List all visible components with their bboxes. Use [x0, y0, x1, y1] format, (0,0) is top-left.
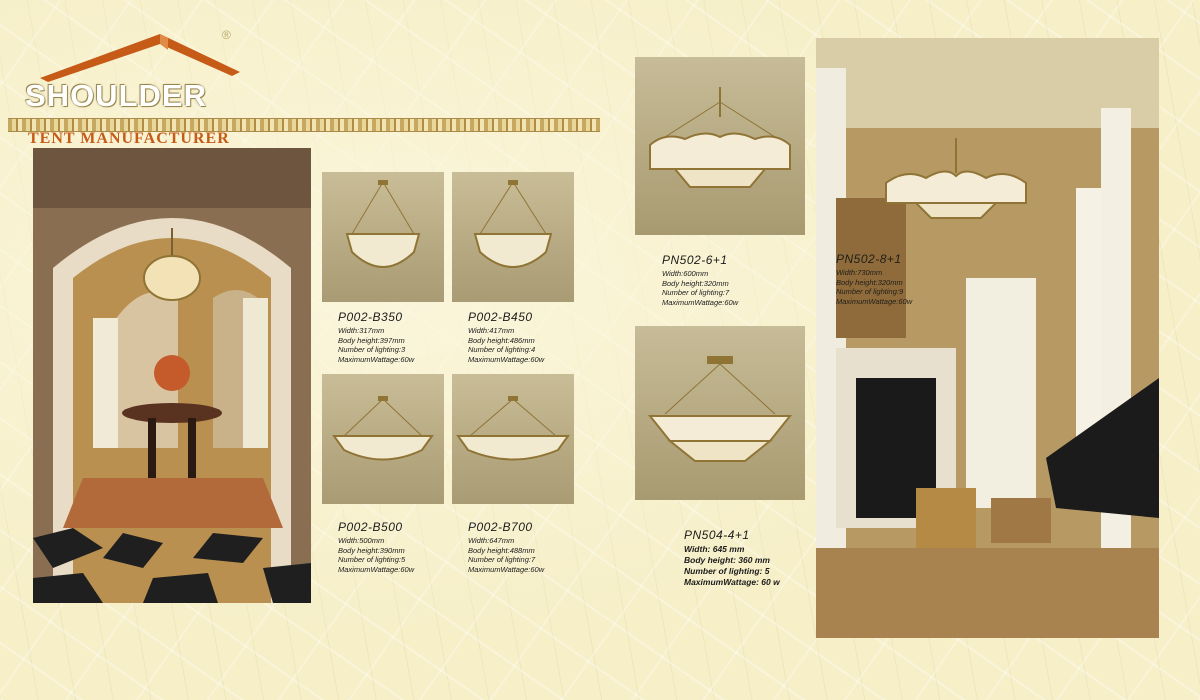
product-image-pn504-4-1 [635, 326, 805, 500]
product-max-wattage: MaximumWattage:60w [468, 354, 545, 364]
product-caption-p002-b500 [338, 520, 414, 574]
registered-mark: ® [222, 28, 231, 42]
product-width: Width: 645 mm [684, 544, 745, 554]
product-image-p002-b500 [322, 374, 444, 504]
product-lighting-count: Number of lighting:7 [468, 555, 536, 564]
product-lighting-count: Number of lighting:4 [468, 345, 536, 354]
product-max-wattage: MaximumWattage:60w [662, 297, 739, 307]
product-width: Width:647mm [468, 536, 515, 545]
product-lighting-count: Number of lighting:5 [338, 555, 406, 564]
product-body-height: Body height: 360 mm [684, 555, 770, 565]
product-caption-pn502-6-1 [662, 253, 738, 307]
product-body-height: Body height:320mm [662, 278, 729, 288]
product-caption-pn502-8-1 [836, 252, 912, 306]
product-image-p002-b700 [452, 374, 574, 504]
product-width: Width:500mm [338, 536, 385, 545]
product-code: PN504-4+1 [684, 528, 750, 542]
product-image-p002-b350 [322, 172, 444, 302]
product-code: PN502-8+1 [836, 252, 902, 266]
product-max-wattage: MaximumWattage:60w [468, 564, 545, 574]
product-caption-pn504-4-1 [684, 528, 780, 588]
product-code: P002-B500 [338, 520, 403, 534]
product-body-height: Body height:397mm [338, 335, 405, 345]
brand-name: SHOULDER [25, 78, 207, 113]
product-body-height: Body height:390mm [338, 545, 405, 555]
product-lighting-count: Number of lighting: 5 [684, 566, 770, 576]
product-body-height: Body height:486mm [468, 335, 535, 345]
product-image-p002-b450 [452, 172, 574, 302]
living-room-photo [816, 38, 1159, 638]
product-max-wattage: MaximumWattage:60w [338, 354, 415, 364]
product-lighting-count: Number of lighting:9 [836, 287, 904, 296]
roof-logo-icon [40, 32, 240, 82]
product-image-pn502-6-1 [635, 57, 805, 235]
product-lighting-count: Number of lighting:7 [662, 288, 730, 297]
product-max-wattage: MaximumWattage:60w [836, 296, 913, 306]
product-caption-p002-b350 [338, 310, 414, 364]
product-width: Width:600mm [662, 269, 709, 278]
product-max-wattage: MaximumWattage: 60 w [684, 577, 780, 587]
product-code: P002-B350 [338, 310, 403, 324]
product-body-height: Body height:488mm [468, 545, 535, 555]
hallway-photo [33, 148, 311, 603]
product-caption-p002-b700 [468, 520, 544, 574]
product-code: P002-B700 [468, 520, 533, 534]
product-code: P002-B450 [468, 310, 533, 324]
product-max-wattage: MaximumWattage:60w [338, 564, 415, 574]
product-body-height: Body height:320mm [836, 277, 903, 287]
product-lighting-count: Number of lighting:3 [338, 345, 406, 354]
product-code: PN502-6+1 [662, 253, 728, 267]
company-tagline: TENT MANUFACTURER [28, 130, 230, 147]
product-width: Width:417mm [468, 326, 515, 335]
product-caption-p002-b450 [468, 310, 544, 364]
product-width: Width:317mm [338, 326, 385, 335]
product-width: Width:730mm [836, 268, 883, 277]
